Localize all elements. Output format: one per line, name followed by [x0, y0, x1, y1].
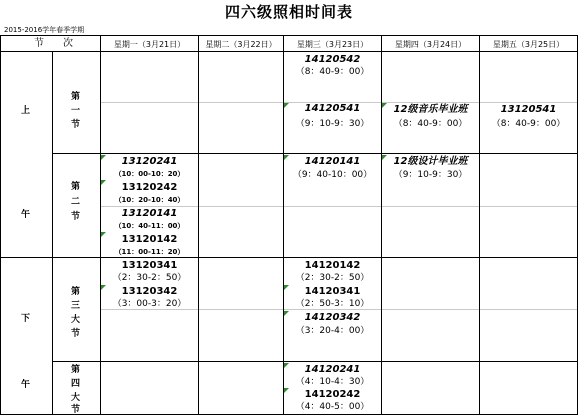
mon-time: （10：00-10：20）: [114, 170, 185, 178]
header-day-tue: 星期二（3月22日）: [205, 40, 277, 49]
thu-time: （8：40-9：00）: [393, 119, 468, 129]
period-label: 第: [71, 365, 81, 375]
period-label: 二: [71, 197, 81, 207]
header-day-fri: 星期五（3月25日）: [492, 40, 565, 49]
period-label: 节: [71, 329, 81, 339]
thu-time: （9：10-9：30）: [393, 170, 468, 180]
wed-code: 14120341: [304, 286, 361, 297]
mon-code: 13120341: [121, 260, 178, 271]
wed-code: 14120141: [304, 156, 361, 167]
period-label: 节: [71, 212, 81, 222]
wed-code: 14120541: [304, 103, 361, 114]
period-label: 第: [71, 182, 81, 192]
period-label: 节: [71, 120, 81, 130]
header-section: 节: [34, 38, 44, 49]
mon-code: 13120141: [121, 208, 178, 219]
period-label: 一: [71, 106, 81, 116]
period-label: 第: [71, 287, 81, 297]
mon-time: （10：20-10：40）: [114, 196, 185, 204]
wed-code: 14120342: [304, 312, 361, 323]
wed-time: （8：40-9：00）: [295, 67, 370, 77]
mon-code: 13120242: [121, 182, 178, 193]
thu-name: 12级设计毕业班: [393, 156, 468, 167]
wed-code: 14120241: [304, 364, 361, 375]
period-label: 三: [71, 301, 81, 311]
period-label: 节: [71, 405, 81, 415]
header-day-wed: 星期三（3月23日）: [296, 40, 369, 49]
wed-time: （9：40-10：00）: [292, 170, 373, 180]
semester-label: 2015-2016学年春季学期: [4, 26, 85, 34]
block-label: 午: [21, 380, 31, 390]
wed-code: 14120242: [304, 389, 361, 400]
wed-time: （3：20-4：00）: [295, 326, 370, 336]
fri-time: （8：40-9：00）: [491, 119, 566, 129]
thu-name: 12级音乐毕业班: [393, 104, 468, 115]
header-day-thu: 星期四（3月24日）: [394, 40, 467, 49]
wed-time: （4：40-5：00）: [295, 402, 370, 412]
mon-time: （3：00-3：20）: [112, 299, 187, 309]
page-title: 四六级照相时间表: [224, 3, 353, 21]
mon-time: （10：40-11：00）: [114, 222, 185, 230]
header-day-mon: 星期一（3月21日）: [113, 40, 186, 49]
mon-code: 13120342: [121, 286, 178, 297]
block-label: 午: [21, 210, 31, 220]
fri-code: 13120541: [500, 104, 557, 115]
period-label: 四: [71, 379, 81, 389]
period-label: 第: [71, 92, 81, 102]
period-label: 大: [71, 393, 81, 403]
mon-time: （11：00-11：20）: [114, 248, 185, 256]
block-label: 上: [21, 106, 31, 116]
mon-time: （2：30-2：50）: [112, 273, 187, 283]
period-label: 大: [71, 315, 81, 325]
wed-time: （9：10-9：30）: [295, 119, 370, 129]
wed-time: （2：30-2：50）: [295, 273, 370, 283]
wed-time: （4：10-4：30）: [295, 377, 370, 387]
header-period: 次: [63, 38, 73, 49]
wed-code: 14120542: [304, 54, 361, 65]
wed-code: 14120142: [304, 260, 361, 271]
block-label: 下: [21, 314, 31, 324]
mon-code: 13120241: [121, 156, 178, 167]
wed-time: （2：50-3：10）: [295, 299, 370, 309]
mon-code: 13120142: [121, 234, 178, 245]
